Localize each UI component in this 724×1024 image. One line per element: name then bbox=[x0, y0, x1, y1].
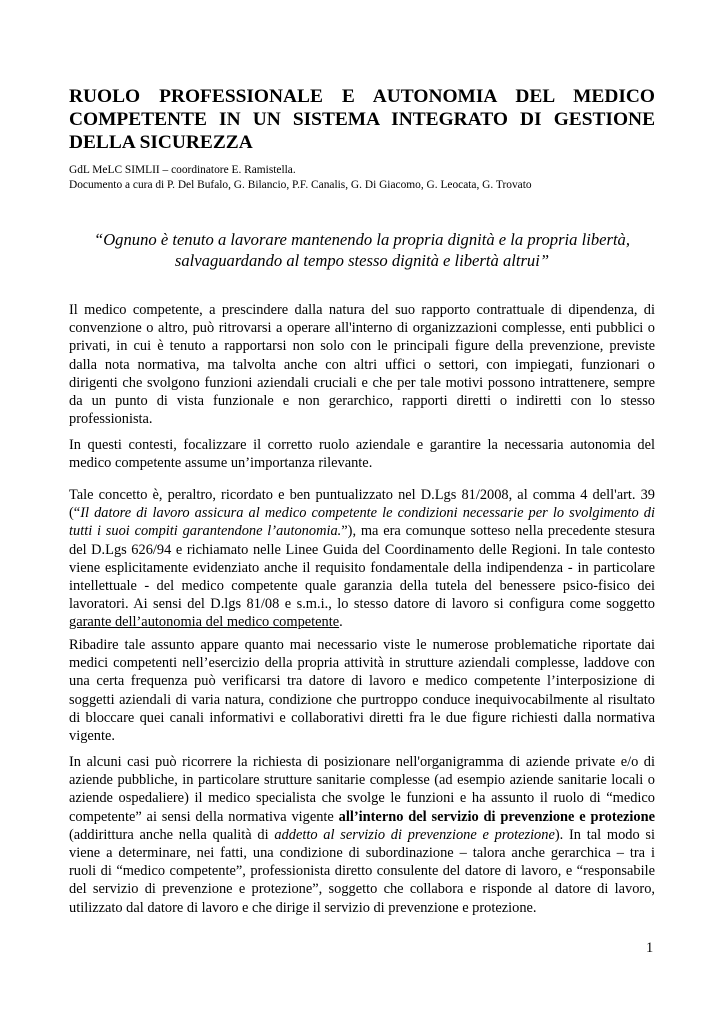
text-line: viene esplicitamente evidenziato anche il requisito fondamentale della indipendenza - in particolare bbox=[69, 559, 655, 576]
law-citation-italic: tutti i suoi compiti garantendone l’autonomia. bbox=[69, 523, 342, 540]
text-line bbox=[69, 826, 655, 844]
text-line bbox=[69, 808, 655, 826]
text-run: . bbox=[339, 614, 343, 631]
text-line: Il medico competente, a prescindere dalla natura del suo rapporto contrattuale di dipendenza, di bbox=[69, 302, 655, 318]
text-line: professionista. bbox=[69, 411, 153, 428]
text-line: aziende ospedaliere) il medico specialista che svolge le funzioni e ha assunto il ruolo di “medico bbox=[69, 790, 655, 807]
title-line: RUOLO PROFESSIONALE E AUTONOMIA DEL MEDICO bbox=[69, 86, 655, 107]
text-run: (addirittura anche nella qualità di bbox=[69, 826, 275, 843]
paragraph-1 bbox=[69, 301, 655, 428]
text-line: Ribadire tale assunto appare quanto mai necessario viste le numerose problematiche riportate dai bbox=[69, 637, 655, 653]
text-line: Tale concetto è, peraltro, ricordato e ben puntualizzato nel D.Lgs 81/2008, al comma 4 dell'art. 39 bbox=[69, 487, 655, 503]
quote-line: salvaguardando al tempo stesso dignità e libertà altrui” bbox=[174, 250, 550, 270]
text-line bbox=[69, 522, 655, 540]
text-line: In questi contesti, focalizzare il corretto ruolo aziendale e garantire la necessaria autonomia del bbox=[69, 437, 655, 453]
text-line: privati, in cui è tenuto a rapportarsi non solo con le principali figure della prevenzione, previste bbox=[69, 338, 655, 355]
text-line: dirigenti che svolgono funzioni aziendali cruciali e che per tale motivi possono intrattenere, sempre bbox=[69, 374, 655, 391]
text-line: lavoratori. Ai sensi del D.lgs 81/08 e s.m.i., lo stesso datore di lavoro si configura come soggetto bbox=[69, 596, 655, 613]
document-authors bbox=[69, 163, 669, 192]
page-number: 1 bbox=[646, 940, 654, 956]
text-line: soggetti aziendali di varia natura, condizione che purtroppo conduce inequivocabilmente al risultato bbox=[69, 691, 655, 708]
paragraph-4 bbox=[69, 636, 655, 745]
text-line: convenzione o altro, può ritrovarsi a operare all'interno di organizzazioni complesse, enti pubblici o bbox=[69, 320, 655, 337]
text-line: da un punto di vista funzionale e non gerarchico, rapporti diretti o indiretti con lo stesso bbox=[69, 393, 655, 410]
author-line: GdL MeLC SIMLII – coordinatore E. Ramistella. bbox=[69, 164, 296, 176]
quote-line: “Ognuno è tenuto a lavorare mantenendo la propria dignità e la propria libertà, bbox=[93, 230, 631, 249]
text-run: ). In tal modo si bbox=[554, 826, 656, 843]
text-line: di bloccare quei canali informativi e collaborativi diretti fra le due figure richiesti dalla normativa bbox=[69, 709, 655, 726]
paragraph-5 bbox=[69, 753, 655, 917]
text-line: In alcuni casi può ricorrere la richiesta di posizionare nell'organigramma di aziende private e/o di bbox=[69, 754, 655, 770]
text-run: (“ bbox=[69, 505, 81, 522]
text-line: del servizio di prevenzione e protezione”, soggetto che collabora e risponde al datore di lavoro, bbox=[69, 881, 655, 898]
text-line: medico competente assume un’importanza rilevante. bbox=[69, 455, 373, 472]
text-line: dalla nota normativa, ma talvolta anche con altri uffici o settori, con impiegati, funzionari o bbox=[69, 356, 655, 373]
text-line: una certa frequenza può verificarsi tra datore di lavoro e medico competente l’interposizione di bbox=[69, 673, 655, 690]
text-line: medici competenti nell’esercizio della propria attività in strutture aziendali complesse, laddove con bbox=[69, 655, 655, 672]
law-citation-italic: Il datore di lavoro assicura al medico competente le condizioni necessarie per lo svolgimento di bbox=[80, 505, 655, 522]
text-line: del D.Lgs 626/94 e richiamato nelle Linee Guida del Coordinamento delle Regioni. In tale contesto bbox=[69, 541, 655, 558]
text-line: utilizzato dal datore di lavoro e che dirige il servizio di prevenzione e protezione. bbox=[69, 899, 537, 916]
text-line: intellettuale - del medico competente quale garanzia della tutela del benessere psico-fisico dei bbox=[69, 578, 655, 595]
title-line: COMPETENTE IN UN SISTEMA INTEGRATO DI GESTIONE bbox=[69, 109, 655, 130]
text-line: ruoli di “medico competente”, professionista diretto consulente del datore di lavoro, e “responsabile bbox=[69, 863, 655, 880]
text-run: ”), ma era comunque sotteso nella precedente stesura bbox=[341, 523, 655, 540]
underlined-phrase: garante dell’autonomia del medico competente bbox=[69, 614, 340, 631]
text-line: aziende pubbliche, in particolare strutture sanitarie complesse (ad esempio aziende sanitarie locali o bbox=[69, 772, 655, 789]
document-title bbox=[69, 85, 655, 154]
italic-phrase: addetto al servizio di prevenzione e protezione bbox=[274, 826, 555, 843]
paragraph-2 bbox=[69, 436, 655, 472]
text-line bbox=[69, 504, 655, 522]
title-line: DELLA SICUREZZA bbox=[69, 132, 253, 153]
editors-line: Documento a cura di P. Del Bufalo, G. Bilancio, P.F. Canalis, G. Di Giacomo, G. Leocata, G. Trovato bbox=[69, 178, 532, 191]
text-run: competente” ai sensi della normativa vigente bbox=[69, 808, 339, 825]
text-line bbox=[69, 613, 655, 631]
bold-phrase: all’interno del servizio di prevenzione e protezione bbox=[338, 808, 655, 825]
epigraph-quote bbox=[69, 230, 655, 271]
paragraph-3 bbox=[69, 486, 655, 632]
text-line: viene a determinare, nei fatti, una condizione di subordinazione – talora anche gerarchica – tra i bbox=[69, 845, 655, 862]
text-line: vigente. bbox=[69, 728, 115, 745]
